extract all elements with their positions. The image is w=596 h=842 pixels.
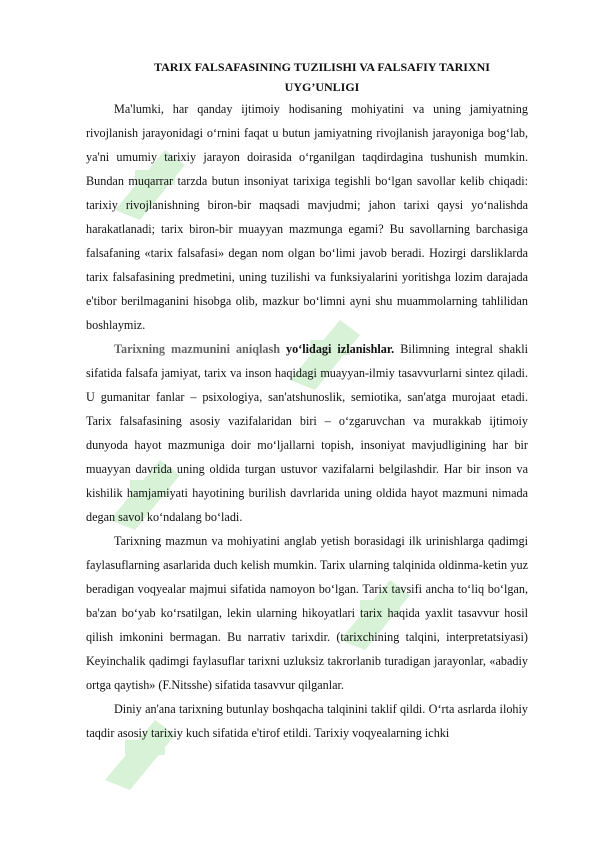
paragraph-2-body: Bilimning integral shakli sifatida falsafa jamiyat, tarix va inson haqidagi muayyan-ilmiy tasavvurlarni sintez qiladi. U gumanitar fanlar – psixologiya, san'atshunoslik, semiotika, san'atga murojaat etadi. Tarix falsafasining asosiy vazifalaridan biri – o‘zgaruvchan va murakkab ijtimoiy dunyoda hayot mazmuniga doir mo‘ljallarni topish, insoniyat mavjudligining har bir muayyan davrida uning oldida turgan ustuvor vazifalarni belgilashdir. Har bir inson va kishilik hamjamiyati hayotining burilish davrlarida uning oldida hayot mazmuni nimada degan savol ko‘ndalang bo‘ladi. [86,342,529,524]
paragraph-4: Diniy an'ana tarixning butunlay boshqacha talqinini taklif qildi. O‘rta asrlarda ilohiy taqdir asosiy tarixiy kuch sifatida e'tirof etildi. Tarixiy voqyealarning ichki [86,702,528,740]
title-line-2: UYG’UNLIGI [284,80,360,94]
paragraph-2 [86,337,528,529]
document-title [86,57,528,97]
paragraph-2-lead-b: yo‘lidagi izlanishlar. [286,342,395,356]
paragraph-3: Tarixning mazmun va mohiyatini anglab yetish borasidagi ilk urinishlarga qadimgi faylasuflarning asarlarida duch kelish mumkin. Tarix ularning talqinida oldinma-ketin yuz beradigan voqyealar majmui sifatida namoyon bo‘lgan. Tarix tavsifi ancha to‘liq bo‘lgan, ba'zan bo‘yab ko‘rsatilgan, lekin ularning hikoyatlari tarix haqida yaxlit tasavvur hosil qilish imkonini bermagan. Bu narrativ tarixdir. (tarixchining talqini, interpretatsiyasi) Keyinchalik qadimgi faylasuflar tarixni uzluksiz takrorlanib turadigan jarayonlar, «abadiy ortga qaytish» (F.Nitsshe) sifatida tasavvur qilganlar. [86,534,528,692]
paragraph-2-lead-a: Tarixning mazmunini aniqlash [114,342,281,356]
title-line-1: TARIX FALSAFASINING TUZILISHI VA FALSAFIY TARIXNI [154,60,490,74]
paragraph-1: Ma'lumki, har qanday ijtimoiy hodisaning mohiyatini va uning jamiyatning rivojlanish jarayonidagi o‘rnini faqat u butun jamiyatning rivojlanish jarayoniga bog‘lab, ya'ni umumiy tarixiy jarayon doirasida o‘rganilgan taqdirdagina tushunish mumkin. Bundan muqarrar tarzda butun insoniyat tarixiga tegishli bo‘lgan savollar kelib chiqadi: tarixiy rivojlanishning biron-bir maqsadi mavjudmi; jahon tarixi qaysi yo‘nalishda harakatlanadi; tarix biron-bir muayyan mazmunga egami? Bu savollarning barchasiga falsafaning «tarix falsafasi» degan nom olgan bo‘limi javob beradi. Hozirgi darsliklarda tarix falsafasining predmetini, uning tuzilishi va funksiyalarini yoritishga lozim darajada e'tibor berilmaganini hisobga olib, mazkur bo‘limni ayni shu muammolarning tahlilidan boshlaymiz. [86,102,528,332]
document-page [86,57,528,745]
